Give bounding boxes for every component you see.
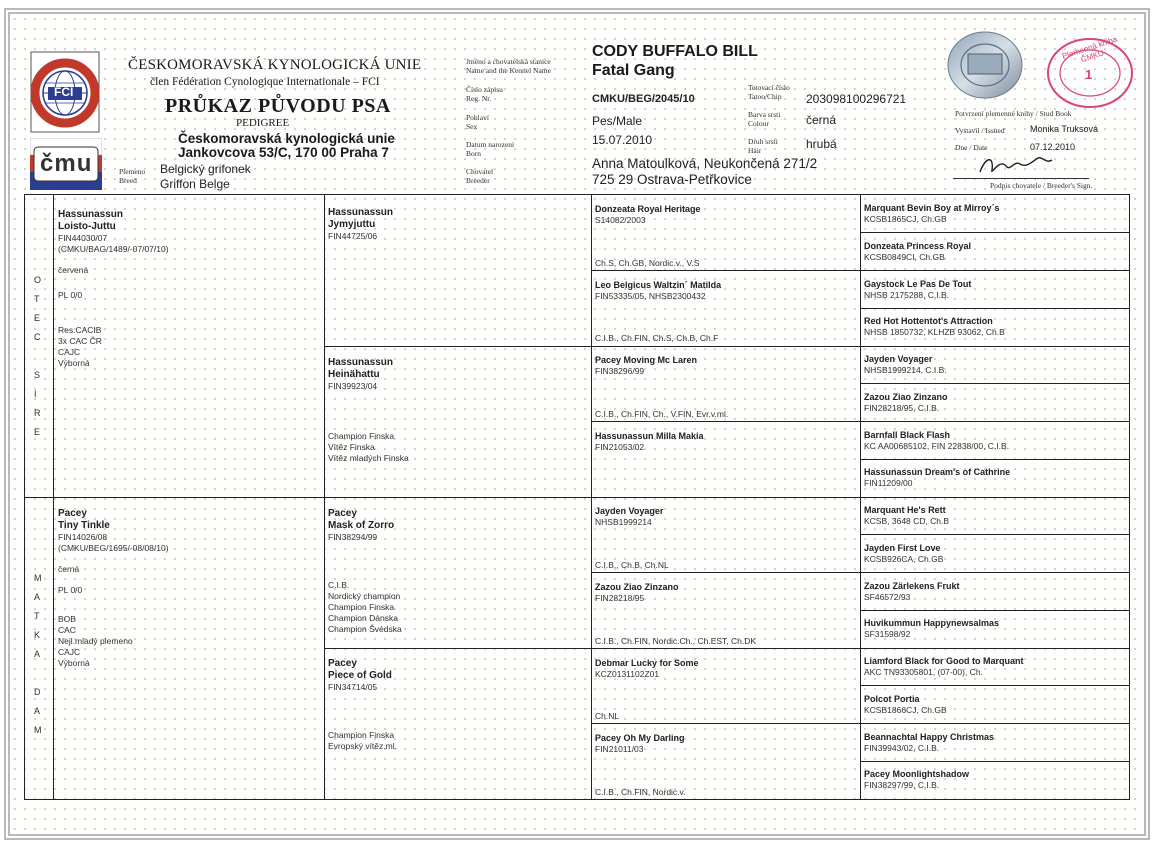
gen3-titles: Ch.S, Ch.GB, Nordic.v., V.S	[595, 257, 700, 268]
gen3-name: Zazou Ziao Zinzano	[595, 582, 679, 592]
gen4-cell	[864, 279, 1126, 301]
side-letter: T	[34, 294, 40, 304]
dam-name-2: Tiny Tinkle	[58, 520, 110, 531]
gen3-name: Hassunassun Milla Makia	[595, 430, 704, 441]
gen4-name: Beannachtal Happy Christmas	[864, 731, 995, 742]
gen4-name: Donzeata Princess Royal	[864, 240, 972, 251]
gen4-info: FIN28218/95, C.I.B.	[864, 402, 940, 413]
gen2-titles	[328, 431, 409, 464]
gen2-name-1: Pacey	[328, 508, 357, 519]
name-label-en: Name and the Kennel Name	[466, 66, 551, 75]
side-letter: M	[34, 725, 42, 735]
gen4-cell	[864, 316, 1126, 338]
gen3-cell	[595, 354, 855, 420]
gen3-reg: FIN21011/03	[595, 744, 644, 755]
breed-value-cz: Belgický grifonek	[160, 162, 251, 176]
side-letter: A	[34, 706, 41, 716]
gen3-cell	[595, 505, 855, 571]
gen3-reg: S14082/2003	[595, 215, 646, 225]
side-letter: R	[34, 408, 41, 418]
date-label: Dne / Date	[955, 143, 988, 152]
sex-label-en: Sex	[466, 122, 478, 131]
gen3-cell	[595, 203, 855, 269]
gen4-info: SF46572/93	[864, 591, 911, 602]
gen3-titles: C.I.B., Ch.FIN, Nordic.v.	[595, 786, 686, 797]
gen2-reg: FIN39923/04	[328, 381, 378, 391]
born-label-cz: Datum narození	[466, 140, 515, 149]
breeder-line-2: 725 29 Ostrava-Petřkovice	[592, 172, 752, 187]
dam-pl: PL 0/0	[58, 585, 83, 595]
dog-name: CODY BUFFALO BILL	[592, 43, 758, 60]
gen4-info: KCSB0849CI, Ch.GB	[864, 251, 945, 262]
gen2-name-1: Hassunassun	[328, 357, 394, 368]
gen4-info: KCSB, 3648 CD, Ch.B	[864, 516, 950, 526]
stamp-number: 1	[1085, 67, 1093, 82]
gen4-name: Jayden Voyager	[864, 354, 933, 364]
name-label-cz: Jméno a chovatelská stanice	[466, 57, 551, 66]
hair-value: hrubá	[806, 137, 837, 151]
gen4-name: Polcot Portia	[864, 693, 920, 704]
gen2-name-1: Pacey	[328, 658, 357, 669]
gen4-info: FIN39943/02, C.I.B.	[864, 742, 940, 753]
reg-label-en: Reg. Nr.	[466, 94, 492, 103]
studbook-stamp	[1044, 35, 1136, 111]
sire-titles	[58, 325, 318, 369]
fci-logo-text: FCI	[54, 85, 74, 99]
gen2-title: Champion Dánska	[328, 613, 398, 623]
gen3-titles: Ch.NL	[595, 711, 620, 722]
sire-title: Res.CACIB	[58, 325, 102, 335]
side-letter: T	[34, 611, 40, 621]
gen2-titles	[328, 580, 402, 635]
sire-name-2: Loisto-Juttu	[58, 221, 116, 232]
breed-label-en: Breed	[119, 176, 137, 185]
stamp-text: Plemenná kniha ČMKU	[1060, 34, 1119, 65]
gen3-cell	[595, 657, 855, 723]
gen4-info: FIN11209/00	[864, 478, 913, 489]
gen4-cell	[864, 505, 1126, 527]
address-line-2: Jankovcova 53/C, 170 00 Praha 7	[178, 145, 389, 160]
gen4-cell	[864, 656, 1126, 678]
gen2-title: Vítěz Finska	[328, 442, 375, 452]
gen2-name-2: Heinähattu	[328, 369, 380, 380]
gen4-info: NHSB 2175288, C.I.B.	[864, 289, 950, 300]
side-letter: O	[34, 275, 42, 285]
sire-pl: PL 0/0	[58, 290, 83, 300]
tattoo-label-en: Tatoo/Chip	[748, 92, 782, 101]
kennel-name: Fatal Gang	[592, 62, 675, 79]
gen3-reg: NHSB1999214	[595, 517, 652, 528]
gen3-name: Leo Belgicus Waltzin´ Matilda	[595, 279, 722, 290]
gen2-reg: FIN38294/99	[328, 532, 378, 542]
dam-title: Nejl.mladý plemeno	[58, 636, 133, 646]
gen4-cell	[864, 203, 1126, 225]
gen3-titles: C.I.B., Ch.FIN, Ch., V.FIN, Evr.v.ml.	[595, 408, 729, 419]
dam-name-1: Pacey	[58, 508, 87, 519]
sire-reg-2: (CMKU/BAG/1489/-07/07/10)	[58, 244, 169, 254]
gen2-name-2: Jymyjuttu	[328, 219, 376, 230]
sire-title: CAJC	[58, 347, 81, 357]
gen2-title: C.I.B.	[328, 580, 350, 590]
breeder-signature	[976, 152, 1056, 178]
gen3-cell	[595, 430, 855, 496]
pedigree-table	[24, 194, 1130, 800]
gen2-title: Champion Finska	[328, 730, 395, 740]
gen4-name: Gaystock Le Pas De Tout	[864, 278, 972, 289]
breed-label-cz: Plemeno	[119, 167, 146, 176]
gen3-name: Jayden Voyager	[595, 506, 664, 517]
reg-number: CMKU/BEG/2045/10	[592, 93, 695, 105]
gen4-name: Zazou Ziao Zinzano	[864, 391, 948, 402]
gen4-info: KCSB926CA, Ch.GB	[864, 553, 944, 564]
sire-title: 3x CAC ČR	[58, 336, 102, 346]
gen3-reg: KCZ0131102Z01	[595, 668, 660, 679]
signature-label: Podpis chovatele / Breeder's Sign.	[990, 181, 1093, 190]
fci-member-line: člen Fédération Cynologique Internationale – FCI	[150, 76, 380, 88]
side-letter: S	[34, 370, 41, 380]
gen2-name-2: Piece of Gold	[328, 670, 392, 681]
gen3-cell	[595, 581, 855, 647]
gen2-title: Evropský vítěz.ml.	[328, 741, 397, 751]
studbook-label: Potvrzení plemenné knihy / Stud Book	[955, 109, 1072, 118]
colour-label-cz: Barva srsti	[748, 110, 781, 119]
gen4-info: KCSB1866CJ, Ch.GB	[864, 704, 947, 715]
document-subtitle: PEDIGREE	[236, 117, 290, 129]
hair-label-en: Hair	[748, 146, 762, 155]
tattoo-value: 203098100296721	[806, 92, 907, 106]
gen2-cell	[328, 508, 586, 644]
address-line-1: Českomoravská kynologická unie	[178, 131, 395, 146]
colour-label-en: Colour	[748, 119, 769, 128]
side-letter: E	[34, 313, 41, 323]
gen2-reg: FIN34714/05	[328, 682, 378, 692]
sire-colour: červená	[58, 265, 89, 275]
gen4-cell	[864, 430, 1126, 452]
signature-line	[953, 178, 1089, 179]
gen4-info: AKC TN93305801, (07-00), Ch.	[864, 667, 983, 677]
gen4-name: Marquant He's Rett	[864, 505, 946, 515]
sire-cell	[58, 209, 318, 369]
side-letter: D	[34, 687, 41, 697]
gen2-cell	[328, 207, 586, 343]
cmu-logo-text: čmu	[40, 150, 93, 177]
born-value: 15.07.2010	[592, 133, 653, 147]
breeder-label-en: Breeder	[466, 176, 490, 185]
gen4-name: Barnfall Black Flash	[864, 429, 951, 440]
gen4-cell	[864, 581, 1126, 603]
gen2-cell	[328, 357, 586, 493]
gen2-name-2: Mask of Zorro	[328, 520, 395, 531]
gen2-titles	[328, 730, 397, 752]
gen2-title: Nordický champion	[328, 591, 401, 601]
dam-title: BOB	[58, 614, 76, 624]
sire-name-1: Hassunassun	[58, 209, 124, 220]
gen4-name: Hassunassun Dream's of Cathrine	[864, 467, 1011, 478]
hologram-seal	[946, 30, 1024, 100]
gen3-reg: FIN38296/99	[595, 366, 645, 377]
gen3-reg: FIN21053/02	[595, 441, 645, 452]
gen4-info: KCSB1865CJ, Ch.GB	[864, 214, 947, 224]
gen4-info: KC AA00685102, FIN 22838/00, C.I.B.	[864, 440, 1010, 451]
gen4-cell	[864, 732, 1126, 754]
side-letter: E	[34, 427, 41, 437]
gen3-titles: C.I.B., Ch.B, Ch.NL	[595, 559, 669, 570]
born-label-en: Born	[466, 149, 481, 158]
issue-date: 07.12.2010	[1030, 142, 1076, 152]
dam-titles	[58, 614, 318, 669]
union-title: ČESKOMORAVSKÁ KYNOLOGICKÁ UNIE	[128, 57, 422, 73]
gen4-cell	[864, 467, 1126, 489]
gen3-name: Debmar Lucky for Some	[595, 657, 699, 668]
gen4-cell	[864, 694, 1126, 716]
hair-label-cz: Druh srsti	[748, 137, 778, 146]
gen3-titles: C.I.B., Ch.FIN, Ch.S, Ch.B, Ch.F	[595, 333, 719, 344]
gen4-info: NHSB 1850732, KLHZB 93062, Ch.B	[864, 327, 1005, 338]
side-letter: A	[34, 592, 41, 602]
gen4-name: Huvikummun Happynewsalmas	[864, 618, 1000, 629]
gen2-title: Champion Švédska	[328, 624, 402, 634]
gen3-titles: C.I.B., Ch.FIN, Nordic.Ch., Ch.EST, Ch.DK	[595, 635, 757, 646]
gen2-title: Champion Finska	[328, 431, 395, 441]
breeder-line-1: Anna Matoulková, Neukončená 271/2	[592, 156, 818, 171]
gen3-cell	[595, 732, 855, 798]
tattoo-label-cz: Tetovací číslo	[748, 83, 790, 92]
gen4-name: Red Hot Hottentot's Attraction	[864, 316, 993, 327]
breeder-label-cz: Chovatel	[466, 167, 494, 176]
gen4-name: Pacey Moonlightshadow	[864, 769, 970, 780]
side-letter: M	[34, 573, 42, 583]
gen4-name: Jayden First Love	[864, 542, 941, 553]
gen4-cell	[864, 543, 1126, 565]
reg-label-cz: Číslo zápisu	[466, 85, 503, 94]
gen3-name: Donzeata Royal Heritage	[595, 204, 701, 214]
gen3-name: Pacey Moving Mc Laren	[595, 355, 698, 366]
side-letter: A	[34, 649, 41, 659]
dam-cell	[58, 508, 318, 669]
issued-by: Monika Truksová	[1030, 124, 1099, 134]
gen4-name: Zazou Zärlekens Frukt	[864, 580, 960, 591]
gen2-name-1: Hassunassun	[328, 207, 394, 218]
side-letter: C	[34, 332, 41, 342]
gen4-name: Marquant Bevin Boy at Mirroy´s	[864, 203, 1000, 213]
gen2-cell	[328, 658, 586, 794]
side-letter: I	[34, 389, 37, 399]
sex-label-cz: Pohlaví	[466, 113, 489, 122]
dam-colour: černá	[58, 564, 80, 574]
gen4-cell	[864, 392, 1126, 414]
gen3-cell	[595, 279, 855, 345]
side-letter: K	[34, 630, 41, 640]
dam-title: Výborná	[58, 658, 90, 668]
dam-title: CAC	[58, 625, 76, 635]
cmu-logo	[30, 138, 102, 190]
dam-reg-2: (CMKU/BEG/1695/-08/08/10)	[58, 543, 169, 553]
gen4-cell	[864, 618, 1126, 640]
breed-value-en: Griffon Belge	[160, 177, 230, 191]
fci-logo	[30, 51, 100, 133]
sire-reg: FIN44030/07	[58, 233, 108, 243]
dam-title: CAJC	[58, 647, 81, 657]
gen4-info: FIN38297/99, C.I.B.	[864, 780, 940, 791]
dam-reg: FIN14026/08	[58, 532, 108, 542]
gen4-info: NHSB1999214, C.I.B.	[864, 365, 947, 375]
sire-title: Výborná	[58, 358, 90, 368]
gen4-cell	[864, 769, 1126, 791]
sex-value: Pes/Male	[592, 114, 643, 128]
gen3-name: Pacey Oh My Darling	[595, 733, 685, 744]
colour-value: černá	[806, 113, 837, 127]
gen2-title: Vítěz mladých Finska	[328, 453, 409, 463]
issued-label: Vystavil / Issued	[955, 126, 1005, 135]
gen4-name: Liamford Black for Good to Marquant	[864, 656, 1024, 666]
gen4-cell	[864, 354, 1126, 376]
gen4-cell	[864, 241, 1126, 263]
gen4-info: SF31598/92	[864, 629, 911, 640]
gen3-reg: FIN28218/95	[595, 593, 645, 603]
document-title: PRŮKAZ PŮVODU PSA	[165, 95, 391, 117]
gen3-reg: FIN53335/05, NHSB2300432	[595, 290, 706, 301]
gen2-reg: FIN44725/06	[328, 231, 378, 241]
gen2-title: Champion Finska	[328, 602, 395, 612]
